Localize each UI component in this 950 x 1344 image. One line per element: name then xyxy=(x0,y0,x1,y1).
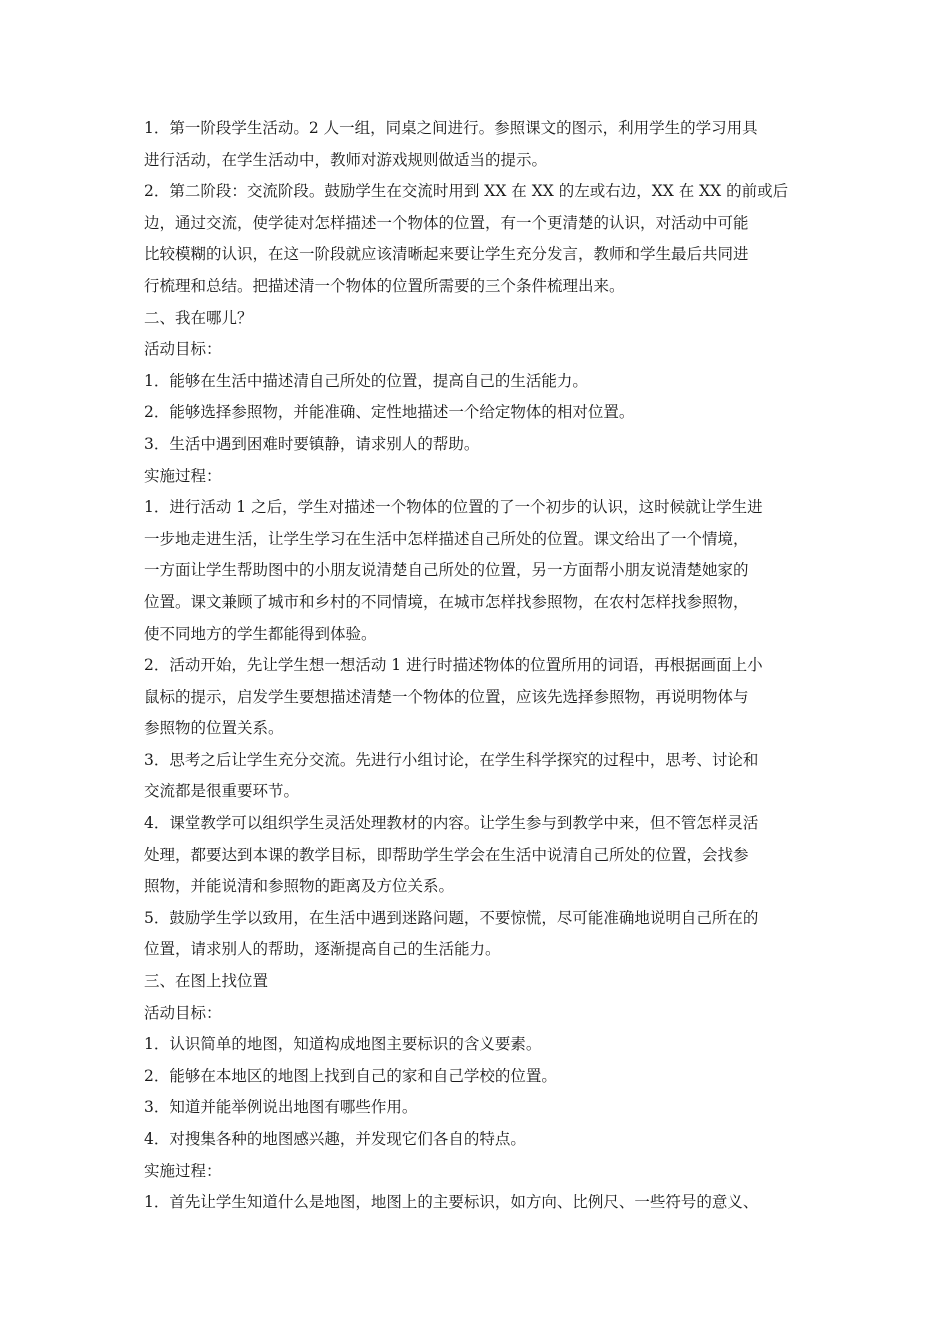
text-line: 照物，并能说清和参照物的距离及方位关系。 xyxy=(144,877,455,896)
text-line: 2．第二阶段：交流阶段。鼓励学生在交流时用到 XX 在 XX 的左或右边，XX 在 XX 的前或后 xyxy=(144,182,789,201)
text-line: 使不同地方的学生都能得到体验。 xyxy=(144,624,377,643)
text-line: 1．首先让学生知道什么是地图，地图上的主要标识，如方向、比例尺、一些符号的意义、 xyxy=(144,1193,759,1212)
text-line: 参照物的位置关系。 xyxy=(144,719,284,738)
subheading: 活动目标： xyxy=(144,1003,222,1022)
document-page xyxy=(144,113,810,1219)
text-line: 行梳理和总结。把描述清一个物体的位置所需要的三个条件梳理出来。 xyxy=(144,276,625,295)
text-line: 进行活动，在学生活动中，教师对游戏规则做适当的提示。 xyxy=(144,150,548,169)
section-heading: 二、我在哪儿？ xyxy=(144,308,253,327)
text-line: 处理，都要达到本课的教学目标，即帮助学生学会在生活中说清自己所处的位置，会找参 xyxy=(144,845,749,864)
subheading: 实施过程： xyxy=(144,466,222,485)
text-line: 一步地走进生活，让学生学习在生活中怎样描述自己所处的位置。课文给出了一个情境， xyxy=(144,529,749,548)
text-line: 4．课堂教学可以组织学生灵活处理教材的内容。让学生参与到教学中来，但不管怎样灵活 xyxy=(144,814,759,833)
text-line: 交流都是很重要环节。 xyxy=(144,782,300,801)
text-line: 3．生活中遇到困难时要镇静，请求别人的帮助。 xyxy=(144,434,480,453)
text-line: 一方面让学生帮助图中的小朋友说清楚自己所处的位置，另一方面帮小朋友说清楚她家的 xyxy=(144,561,749,580)
section-heading: 三、在图上找位置 xyxy=(144,972,269,991)
text-line: 比较模糊的认识，在这一阶段就应该清晰起来要让学生充分发言，教师和学生最后共同进 xyxy=(144,245,749,264)
text-line: 1．第一阶段学生活动。2 人一组，同桌之间进行。参照课文的图示，利用学生的学习用具 xyxy=(144,119,758,137)
text-line: 2．活动开始，先让学生想一想活动 1 进行时描述物体的位置所用的词语，再根据画面上小 xyxy=(144,656,763,675)
text-line: 3．思考之后让学生充分交流。先进行小组讨论，在学生科学探究的过程中，思考、讨论和 xyxy=(144,750,759,769)
text-line: 3．知道并能举例说出地图有哪些作用。 xyxy=(144,1098,418,1117)
subheading: 实施过程： xyxy=(144,1161,222,1180)
text-line: 4．对搜集各种的地图感兴趣，并发现它们各自的特点。 xyxy=(144,1130,526,1148)
text-line: 1．能够在生活中描述清自己所处的位置，提高自己的生活能力。 xyxy=(144,371,588,390)
text-line: 5．鼓励学生学以致用，在生活中遇到迷路问题，不要惊慌，尽可能准确地说明自己所在的 xyxy=(144,908,759,927)
text-line: 位置。课文兼顾了城市和乡村的不同情境，在城市怎样找参照物，在农村怎样找参照物， xyxy=(144,592,749,611)
text-line: 2．能够在本地区的地图上找到自己的家和自己学校的位置。 xyxy=(144,1066,557,1085)
text-line: 1．进行活动 1 之后，学生对描述一个物体的位置的了一个初步的认识，这时候就让学生进 xyxy=(144,498,763,517)
text-line: 边，通过交流，使学徒对怎样描述一个物体的位置，有一个更清楚的认识，对活动中可能 xyxy=(144,213,749,232)
subheading: 活动目标： xyxy=(144,340,222,359)
text-line: 1．认识简单的地图，知道构成地图主要标识的含义要素。 xyxy=(144,1035,542,1054)
text-line: 2．能够选择参照物，并能准确、定性地描述一个给定物体的相对位置。 xyxy=(144,403,635,422)
text-line: 位置，请求别人的帮助，逐渐提高自己的生活能力。 xyxy=(144,940,501,959)
text-line: 鼠标的提示，启发学生要想描述清楚一个物体的位置，应该先选择参照物，再说明物体与 xyxy=(144,687,749,706)
